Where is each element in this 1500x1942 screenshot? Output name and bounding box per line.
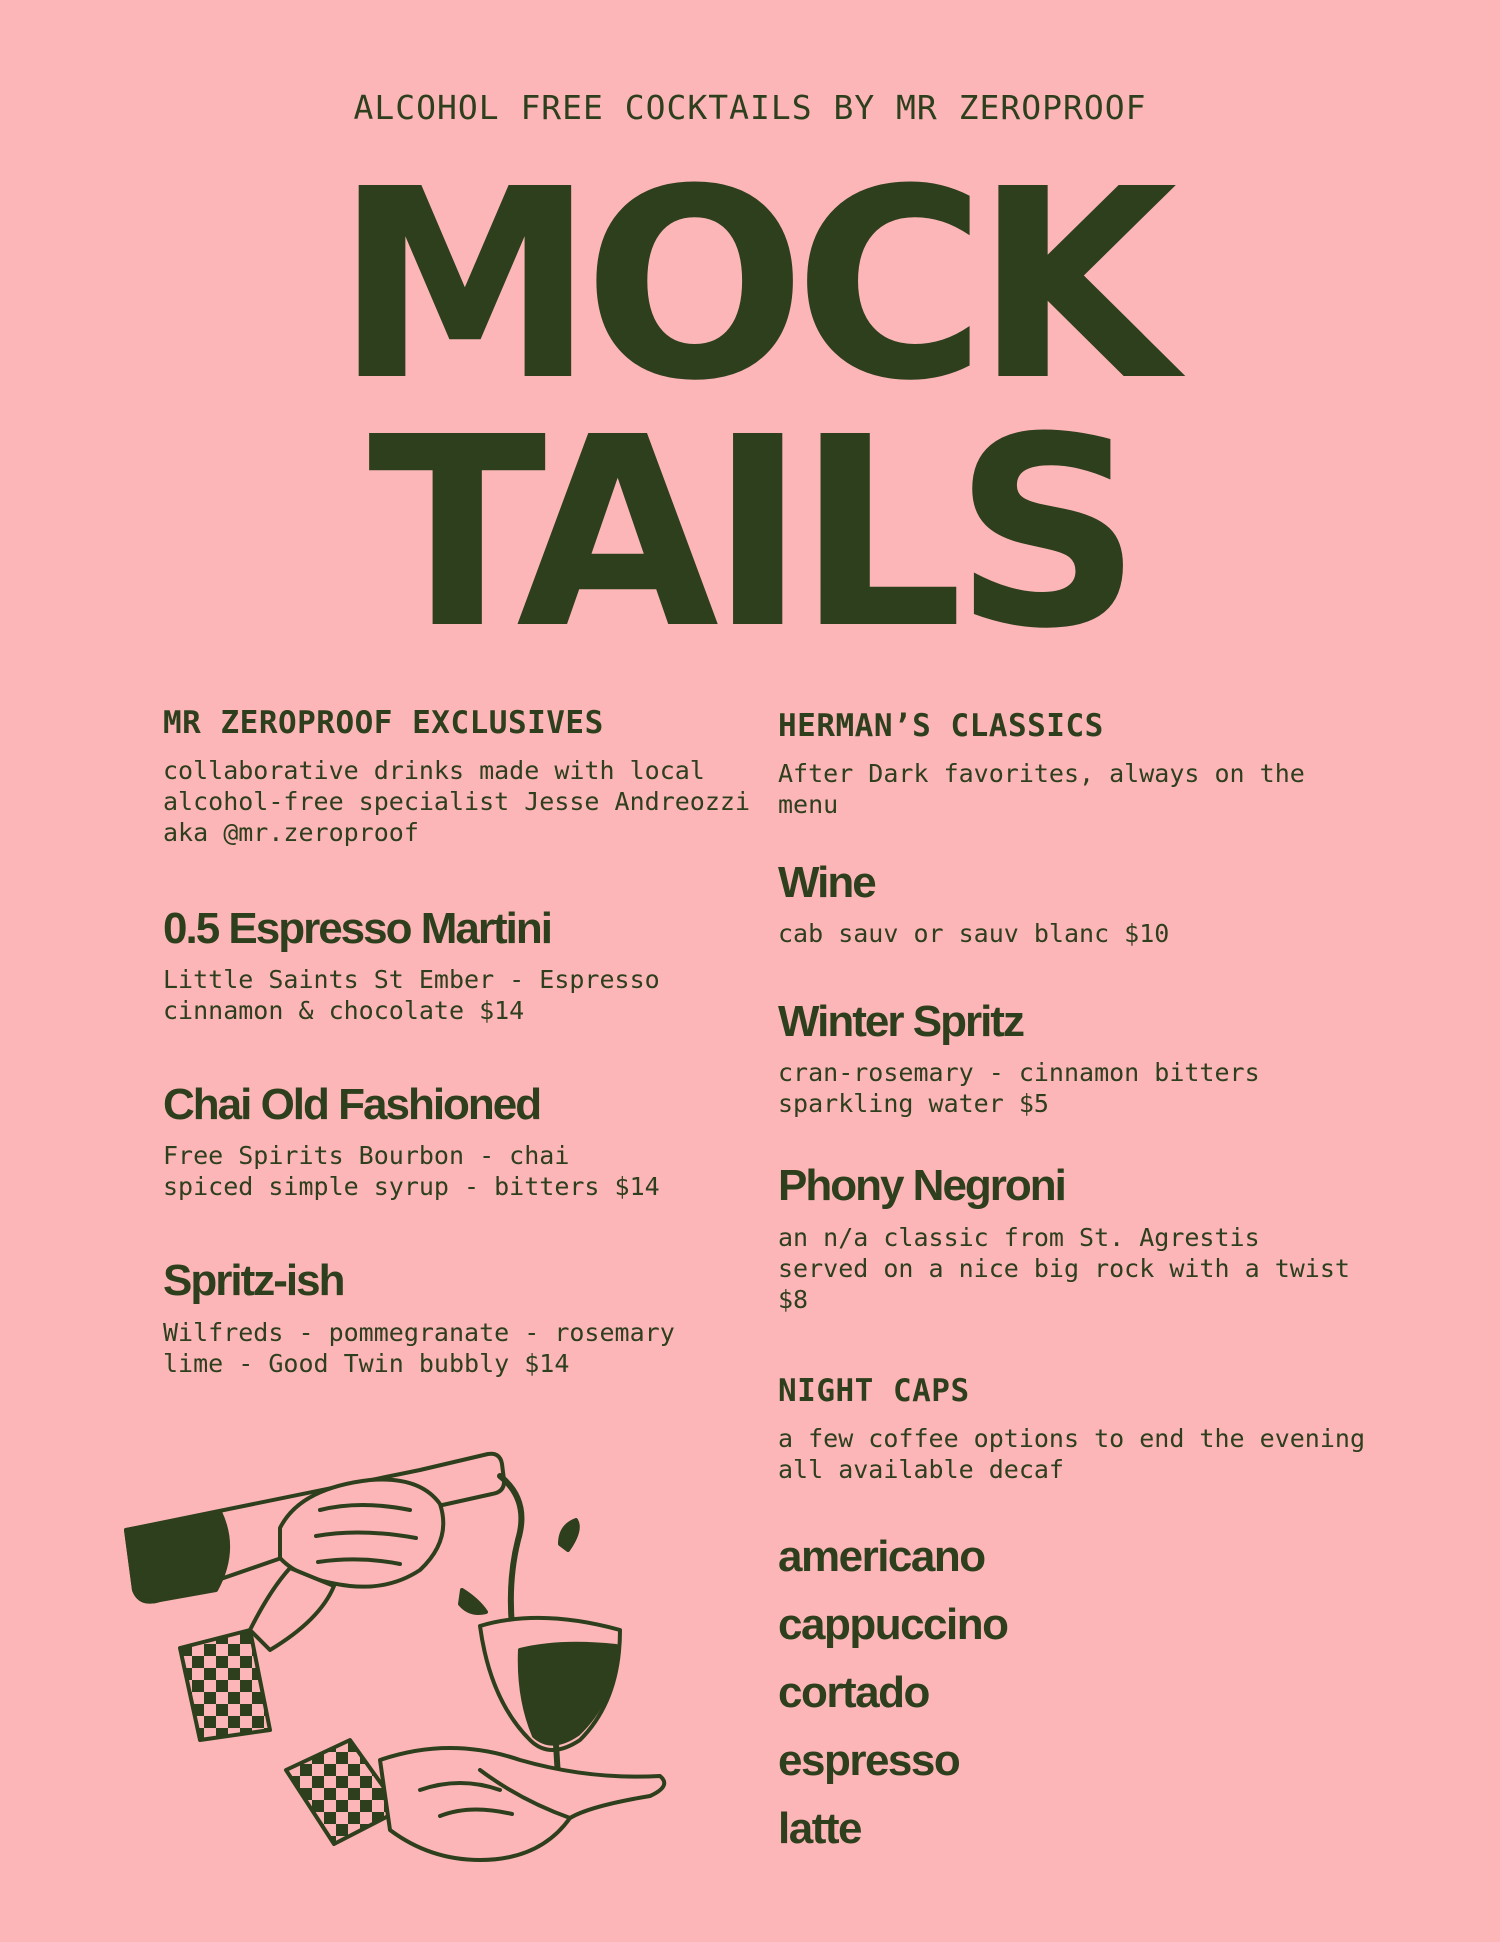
night-cap-item: cappuccino	[778, 1599, 1008, 1649]
menu-title-line-2: TAILS	[367, 381, 1133, 686]
drink-description: an n/a classic from St. Agrestis served on a nice big rock with a twist $8	[778, 1222, 1350, 1314]
drink-name: Wine	[778, 858, 875, 907]
drink-item	[778, 1163, 1378, 1314]
classics-intro	[778, 708, 1378, 820]
drink-description: cran-rosemary - cinnamon bitters sparkling water $5	[778, 1058, 1260, 1119]
drink-item	[778, 860, 1378, 949]
night-cap-item: americano	[778, 1531, 985, 1581]
classics-description: After Dark favorites, always on the menu	[778, 759, 1305, 819]
exclusives-heading: MR ZEROPROOF EXCLUSIVES	[163, 705, 604, 741]
drink-name: Spritz-ish	[163, 1256, 344, 1306]
night-caps-list	[778, 1523, 1378, 1863]
night-caps-heading: NIGHT CAPS	[778, 1372, 970, 1409]
night-caps-section	[778, 1373, 1378, 1863]
night-cap-item: espresso	[778, 1735, 960, 1785]
night-caps-description: a few coffee options to end the evening all available decaf	[778, 1423, 1365, 1484]
menu-kicker: ALCOHOL FREE COCKTAILS BY MR ZEROPROOF	[353, 88, 1147, 127]
drink-description: Free Spirits Bourbon - chai spiced simple syrup - bitters $14	[163, 1141, 660, 1202]
drink-item	[778, 999, 1378, 1119]
drink-name: Phony Negroni	[778, 1161, 1065, 1211]
drink-description: Wilfreds - pommegranate - rosemary lime - Good Twin bubbly $14	[163, 1317, 675, 1378]
night-cap-item: cortado	[778, 1667, 929, 1717]
classics-heading: HERMAN’S CLASSICS	[778, 708, 1104, 744]
drink-description: Little Saints St Ember - Espresso cinnamon & chocolate $14	[163, 965, 660, 1026]
drink-name: Winter Spritz	[778, 997, 1023, 1047]
drink-item	[163, 1258, 753, 1378]
menu-title-line-1: MOCK	[334, 133, 1166, 438]
drink-item	[163, 906, 753, 1026]
drink-name: Chai Old Fashioned	[163, 1080, 541, 1130]
pouring-bottle-into-wine-glass-illustration-icon	[120, 1440, 680, 1880]
exclusives-column	[163, 705, 753, 1435]
exclusives-intro	[163, 705, 753, 848]
classics-column	[778, 708, 1378, 1863]
night-cap-item: latte	[778, 1803, 861, 1853]
drink-description: cab sauv or sauv blanc $10	[778, 919, 1170, 949]
drink-item	[163, 1082, 753, 1202]
drink-name: 0.5 Espresso Martini	[163, 904, 551, 953]
exclusives-description: collaborative drinks made with local alcohol-free specialist Jesse Andreozzi aka @mr.zeroproof	[163, 756, 750, 847]
